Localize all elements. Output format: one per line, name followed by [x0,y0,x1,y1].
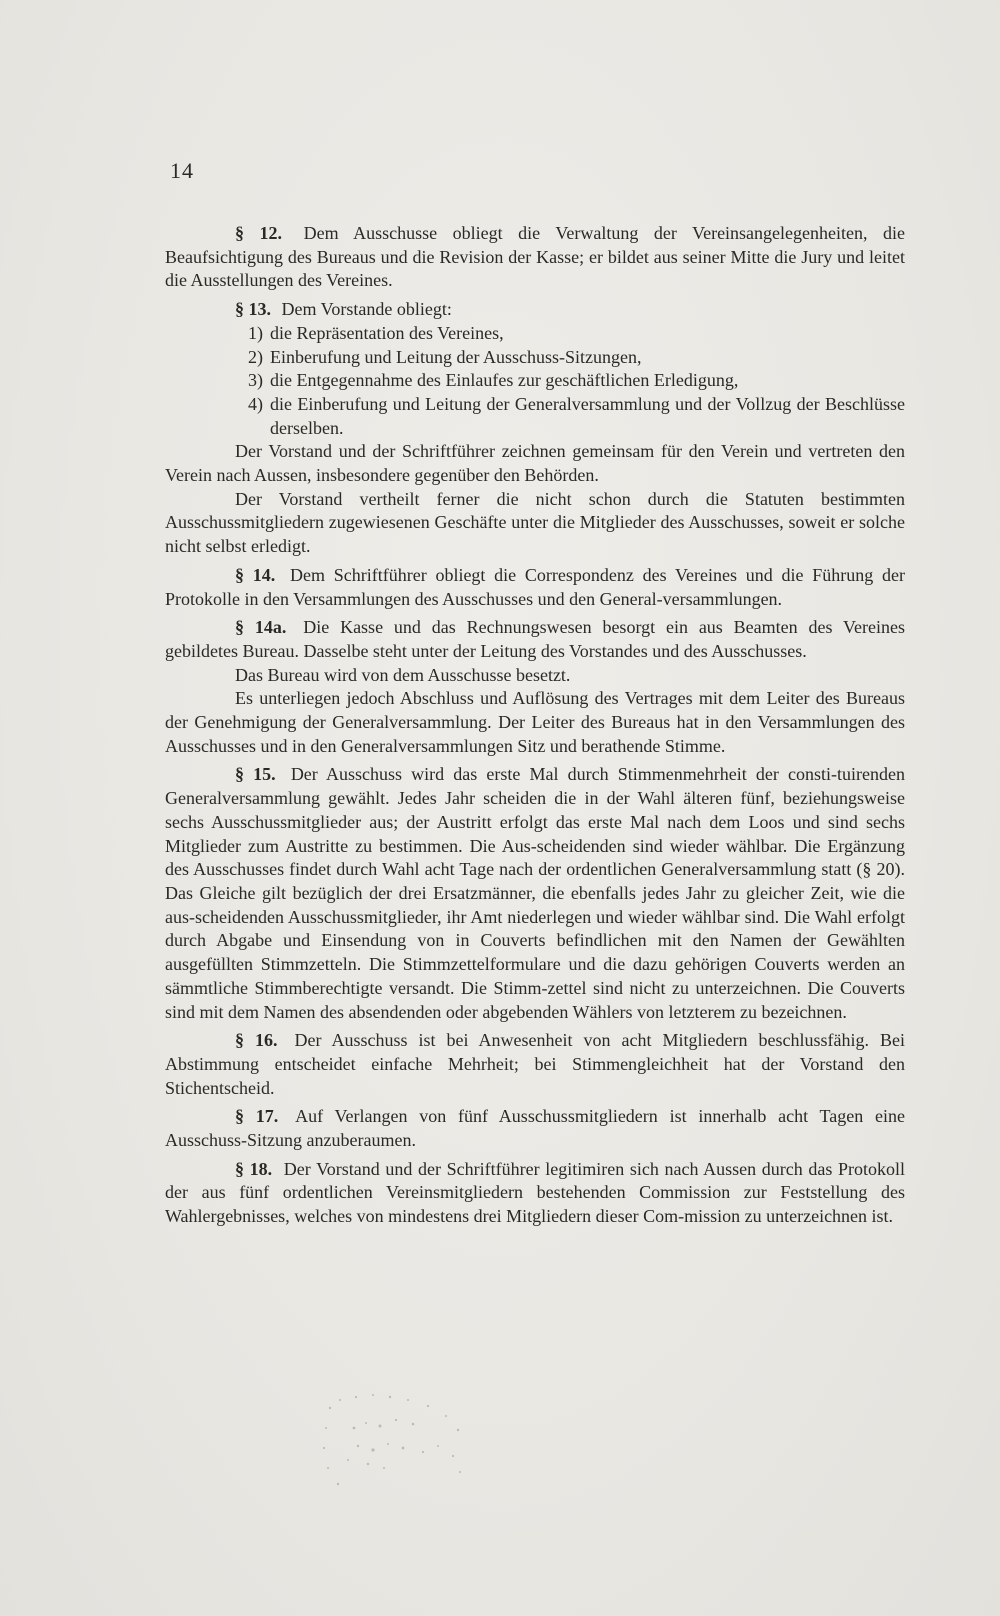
section-intro: Dem Vorstande obliegt: [281,299,452,320]
paragraph: Der Vorstand und der Schriftführer zeichnen gemeinsam für den Verein und vertreten den Verein nach Aussen, insbesondere gegenüber den Behörden. [165,441,905,486]
duties-list [165,322,905,441]
section-14a [165,616,905,663]
section-mark: § 14a. [235,617,287,638]
page-number: 14 [170,158,194,183]
list-item [165,393,905,440]
list-item [165,346,905,370]
section-text: Dem Schriftführer obliegt die Correspondenz des Vereines und die Führung der Protokolle in den Versammlungen des Ausschusses und den General-versammlungen. [165,564,905,609]
list-item [165,369,905,393]
section-mark: § 16. [235,1030,278,1051]
section-15 [165,763,905,1024]
section-text: Der Ausschuss ist bei Anwesenheit von acht Mitgliedern beschlussfähig. Bei Abstimmung entscheidet einfache Mehrheit; bei Stimmengleichheit hat der Vorstand den Stichentscheid. [165,1030,906,1098]
list-text: Einberufung und Leitung der Ausschuss-Sitzungen, [270,346,642,367]
section-13 [165,298,905,322]
section-mark: § 12. [235,223,283,243]
section-mark: § 18. [235,1158,273,1179]
list-number: 4) [248,393,263,414]
section-text: Auf Verlangen von fünf Ausschussmitgliedern ist innerhalb acht Tagen eine Ausschuss-Sitzung anzuberaumen. [165,1106,906,1151]
list-item [165,322,905,346]
document-body [165,222,905,1229]
section-14 [165,564,905,611]
section-16 [165,1029,905,1100]
list-number: 3) [248,370,263,391]
section-18 [165,1158,905,1229]
section-mark: § 15. [235,764,276,785]
section-17 [165,1105,905,1152]
section-text: Der Ausschuss wird das erste Mal durch Stimmenmehrheit der consti-tuirenden Generalversammlung gewählt. Jedes Jahr scheiden die in der Wahl älteren fünf, beziehungsweise sechs Ausschussmitglieder aus; der Austritt erfolgt das erste Mal nach dem Loos und sind sechs Mitglieder zum Austritte zu bestimmen. Die Aus-scheidenden sind wieder wählbar. Die Ergänzung des Ausschusses findet durch Wahl acht Tage nach der ordentlichen Generalversammlung statt (§ 20). Das Gleiche gilt bezüglich der drei Ersatzmänner, die ebenfalls jedes Jahr zu gleicher Zeit, wie die aus-scheidenden Ausschussmitglieder, ihr Amt niederlegen und wieder wählbar sind. Die Wahl erfolgt durch Abgabe und Einsendung von in Couverts befindlichen mit den Namen der Gewählten ausgefüllten Stimmzetteln. Die Stimmzettelformulare und die dazu gehörigen Couverts werden an sämmtliche Stimmberechtigte versandt. Die Stimm-zettel sind nicht zu unterzeichnen. Die Couverts sind mit dem Namen des absendenden oder abgebenden Wählers von letzterem zu bezeichnen. [165,764,906,1022]
faded-stamp-icon [318,1388,478,1498]
paragraph: Es unterliegen jedoch Abschluss und Auflösung des Vertrages mit dem Leiter des Bureaus der Genehmigung der Generalversammlung. Der Leiter des Bureaus hat in den Versammlungen des Ausschusses und in den Generalversammlungen Sitz und berathende Stimme. [165,688,905,756]
section-mark: § 13. [235,299,271,320]
section-text: Der Vorstand und der Schriftführer legitimiren sich nach Aussen durch das Protokoll der aus fünf ordentlichen Vereinsmitgliedern bestehenden Commission zur Feststellung des Wahlergebnisses, welches von mindestens drei Mitgliedern dieser Com-mission zu unterzeichnen ist. [165,1158,906,1227]
list-number: 1) [248,322,263,343]
section-text: Die Kasse und das Rechnungswesen besorgt ein aus Beamten des Vereines gebildetes Bureau. Dasselbe steht unter der Leitung des Vorstandes und des Ausschusses. [165,617,905,661]
section-text: Dem Ausschusse obliegt die Verwaltung der Vereinsangelegenheiten, die Beaufsichtigung des Bureaus und die Revision der Kasse; er bildet aus seiner Mitte die Jury und leitet die Ausstellungen des Vereines. [165,223,906,291]
paragraph: Das Bureau wird von dem Ausschusse besetzt. [235,664,571,685]
list-text: die Repräsentation des Vereines, [270,322,504,343]
section-mark: § 17. [235,1106,279,1127]
paragraph: Der Vorstand vertheilt ferner die nicht schon durch die Statuten bestimmten Ausschussmitgliedern zugewiesenen Geschäfte unter die Mitglieder des Ausschusses, soweit er solche nicht selbst erledigt. [165,488,905,557]
list-text: die Entgegennahme des Einlaufes zur geschäftlichen Erledigung, [270,370,739,391]
section-mark: § 14. [235,564,276,585]
section-12 [165,222,905,293]
list-number: 2) [248,346,263,367]
list-text: die Einberufung und Leitung der Generalversammlung und der Vollzug der Beschlüsse derselben. [270,393,905,438]
